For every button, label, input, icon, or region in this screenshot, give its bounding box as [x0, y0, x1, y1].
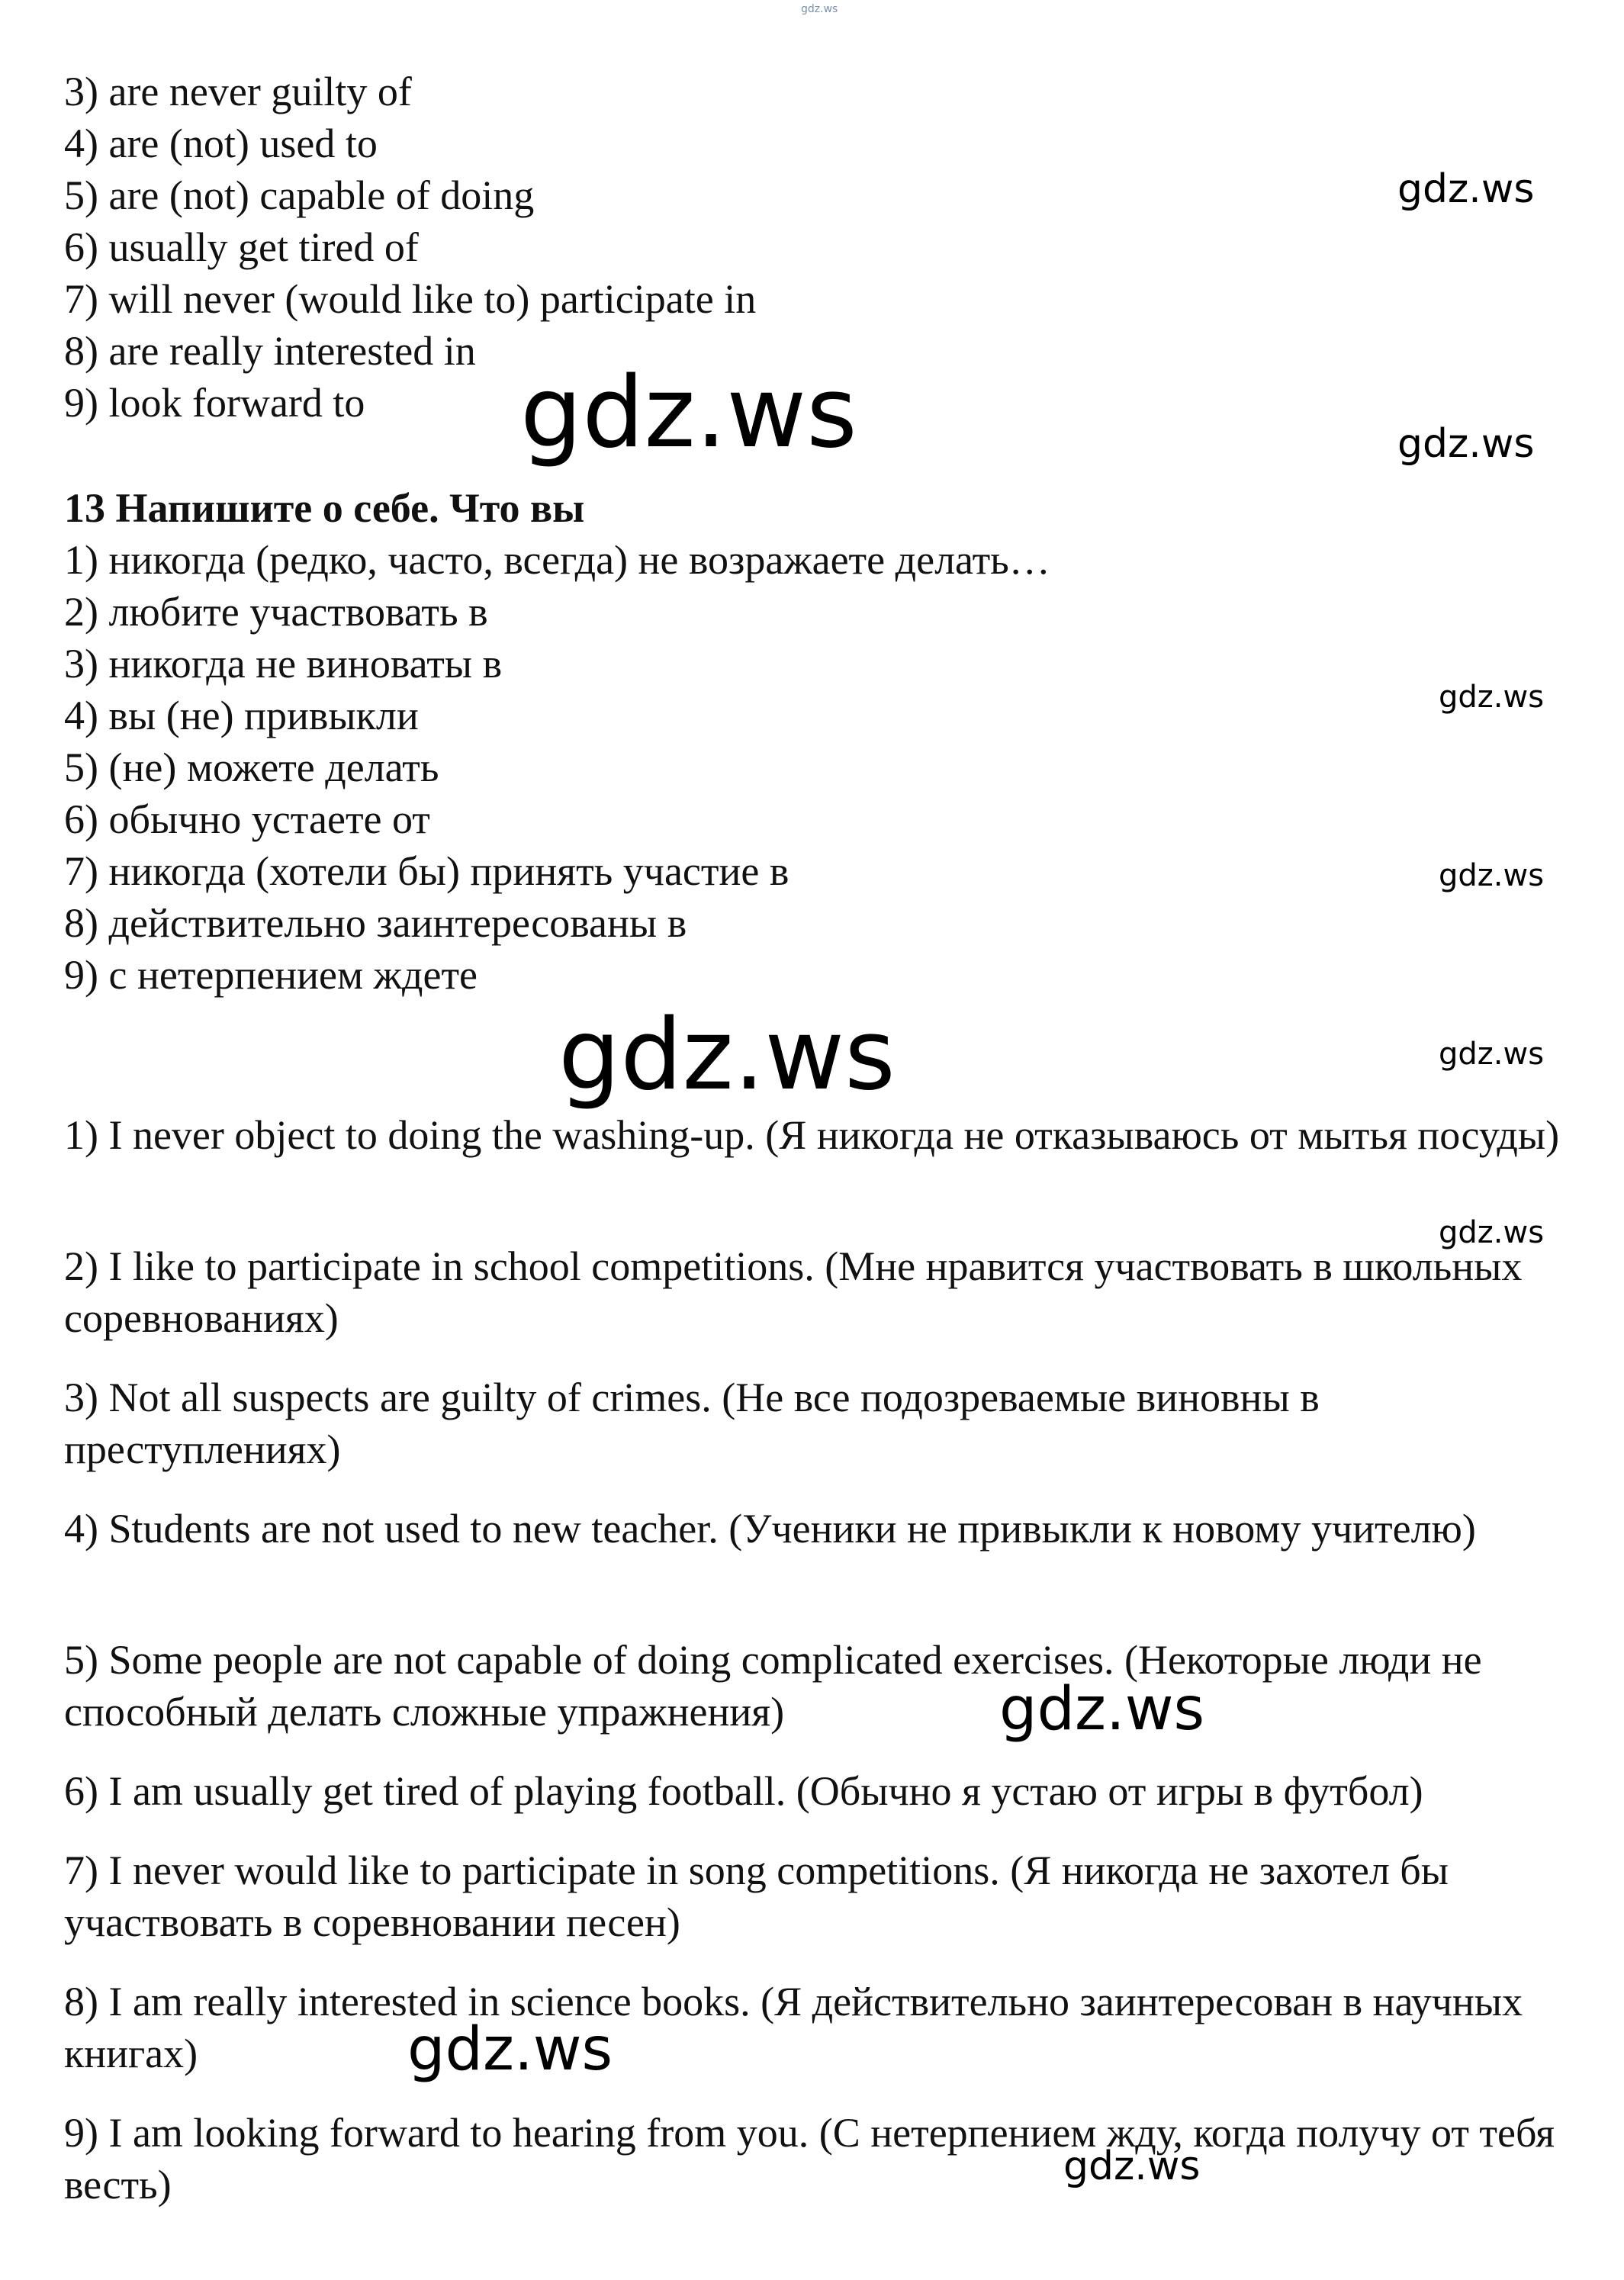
watermark: gdz.ws [1397, 421, 1535, 467]
exercise-item: 5) (не) можете делать [64, 744, 439, 790]
list-item: 6) usually get tired of [64, 224, 419, 270]
watermark: gdz.ws [1063, 2143, 1201, 2189]
top-watermark: gdz.ws [801, 3, 838, 15]
exercise-item: 1) никогда (редко, часто, всегда) не возражаете делать… [64, 537, 1050, 583]
answer-item: 7) I never would like to participate in song competitions. (Я никогда не захотел бы участвовать в соревновании песен) [64, 1847, 1449, 1945]
answer-item: 1) I never object to doing the washing-up. (Я никогда не отказываюсь от мытья посуды) [64, 1112, 1560, 1158]
list-item: 9) look forward to [64, 380, 365, 426]
exercise-heading: 13 Напишите о себе. Что вы [64, 485, 585, 531]
list-item: 8) are really interested in [64, 328, 476, 374]
list-item: 7) will never (would like to) participate in [64, 276, 757, 322]
watermark: gdz.ws [558, 999, 896, 1112]
exercise-item: 9) с нетерпением ждете [64, 952, 478, 998]
watermark: gdz.ws [1439, 680, 1545, 715]
watermark: gdz.ws [1439, 858, 1545, 893]
watermark: gdz.ws [1397, 166, 1535, 212]
answer-item: 4) Students are not used to new teacher. (Ученики не привыкли к новому учителю) [64, 1506, 1476, 1552]
list-item: 5) are (not) capable of doing [64, 172, 535, 218]
answer-item: 5) Some people are not capable of doing complicated exercises. (Некоторые люди не способный делать сложные упражнения) [64, 1637, 1482, 1735]
answer-item: 3) Not all suspects are guilty of crimes. (Не все подозреваемые виновны в преступлениях) [64, 1375, 1320, 1472]
watermark: gdz.ws [999, 1675, 1205, 1744]
answer-item: 9) I am looking forward to hearing from you. (С нетерпением жду, когда получу от тебя весть) [64, 2110, 1555, 2208]
exercise-item: 7) никогда (хотели бы) принять участие в [64, 848, 789, 894]
answer-item: 6) I am usually get tired of playing football. (Обычно я устаю от игры в футбол) [64, 1768, 1423, 1814]
answer-item: 8) I am really interested in science books. (Я действительно заинтересован в научных книгах) [64, 1979, 1523, 2076]
watermark: gdz.ws [1439, 1215, 1545, 1250]
watermark: gdz.ws [1439, 1037, 1545, 1072]
exercise-item: 2) любите участвовать в [64, 589, 488, 635]
list-item: 3) are never guilty of [64, 69, 412, 114]
exercise-item: 8) действительно заинтересованы в [64, 900, 687, 946]
list-item: 4) are (not) used to [64, 121, 378, 166]
answer-item: 2) I like to participate in school competitions. (Мне нравится участвовать в школьных соревнованиях) [64, 1243, 1523, 1341]
exercise-item: 3) никогда не виноваты в [64, 641, 503, 687]
watermark: gdz.ws [407, 2015, 613, 2084]
exercise-item: 4) вы (не) привыкли [64, 693, 419, 738]
watermark: gdz.ws [520, 356, 857, 470]
exercise-item: 6) обычно устаете от [64, 796, 430, 842]
